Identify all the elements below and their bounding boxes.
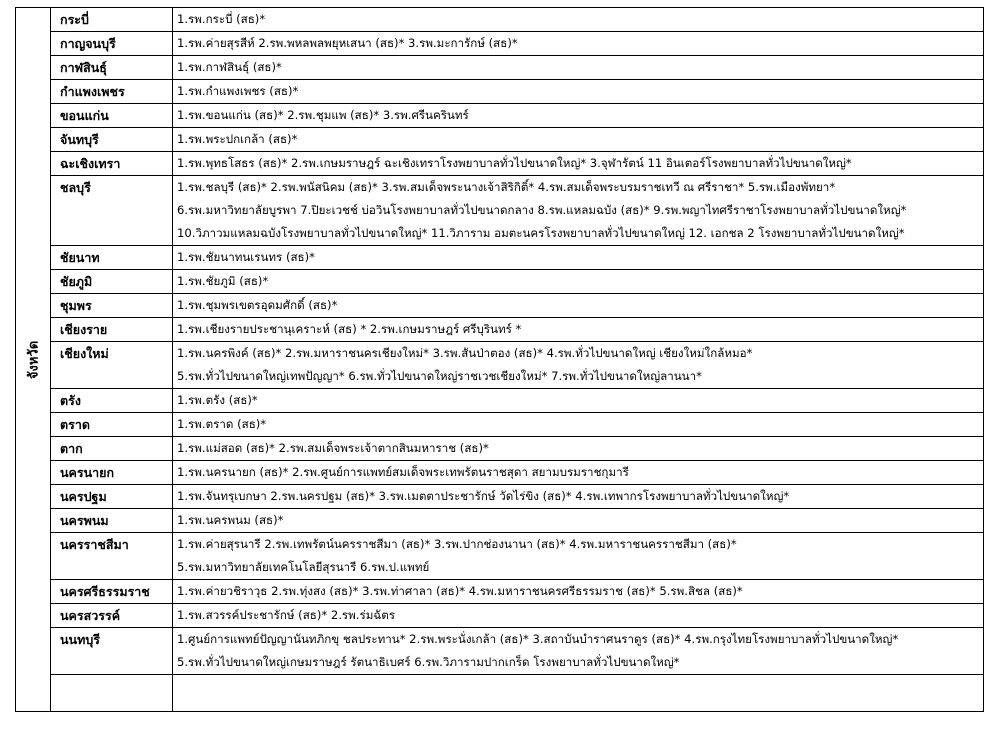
table-row (16, 8, 984, 32)
hospital-list-cell (173, 80, 984, 104)
province-cell (51, 8, 173, 32)
hospital-line: 1.รพ.กาฬสินธุ์ (สธ)* (177, 60, 282, 74)
province-cell (51, 176, 173, 246)
hospital-line: 1.รพ.ชัยภูมิ (สธ)* (177, 274, 269, 288)
hospital-line: 1.รพ.กำแพงเพชร (สธ)* (177, 84, 299, 98)
hospital-line: 5.รพ.ทั่วไปขนาดใหญ่เทพปัญญา* 6.รพ.ทั่วไปขนาดใหญ่ราชเวชเชียงใหม่* 7.รพ.ทั่วไปขนาดใหญ่ลานนา* (177, 369, 702, 383)
hospital-line: 1.รพ.ค่ายวชิราวุธ 2.รพ.ทุ่งสง (สธ)* 3.รพ.ท่าศาลา (สธ)* 4.รพ.มหาราชนครศรีธรรมราช (สธ)* 5.รพ.สิชล (สธ)* (177, 584, 743, 598)
table-body (16, 8, 984, 712)
province-cell (51, 389, 173, 413)
province-name: ชัยนาท (60, 250, 100, 265)
table-row (16, 485, 984, 509)
table-row (16, 80, 984, 104)
province-cell (51, 509, 173, 533)
hospital-list-cell (173, 533, 984, 580)
table-row (16, 342, 984, 389)
table-row (16, 152, 984, 176)
province-name: ตาก (60, 441, 83, 456)
hospital-list-cell (173, 152, 984, 176)
hospital-list-cell (173, 8, 984, 32)
table-row (16, 56, 984, 80)
province-name: นครศรีธรรมราช (60, 584, 150, 599)
hospital-line: 5.รพ.ทั่วไปขนาดใหญ่เกษมราษฎร์ รัตนาธิเบศร์ 6.รพ.วิภารามปากเกร็ด โรงพยาบาลทั่วไปขนาดใหญ่* (177, 655, 680, 669)
table-row (16, 128, 984, 152)
hospital-list-cell (173, 294, 984, 318)
province-name: ชลบุรี (60, 180, 91, 195)
province-name: ตราด (60, 417, 90, 432)
province-name: ชัยภูมิ (60, 274, 93, 289)
hospital-line: 1.รพ.เชียงรายประชานุเคราะห์ (สธ) * 2.รพ.เกษมราษฎร์ ศรีบุรินทร์ * (177, 322, 522, 336)
table-row (16, 580, 984, 604)
province-name: กาญจนบุรี (60, 36, 116, 51)
hospital-line: 6.รพ.มหาวิทยาลัยบูรพา 7.ปิยะเวชช์ บ่อวินโรงพยาบาลทั่วไปขนาดกลาง 8.รพ.แหลมฉบัง (สธ)* 9.รพ.พญาไทศรีราชาโรงพยาบาลทั่วไปขนาดใหญ่* (177, 203, 907, 217)
table-row (16, 104, 984, 128)
table-tail-row (16, 675, 984, 712)
province-cell (51, 246, 173, 270)
province-cell (51, 604, 173, 628)
hospital-list-cell (173, 604, 984, 628)
hospital-line: 1.รพ.จันทรุเบกษา 2.รพ.นครปฐม (สธ)* 3.รพ.เมตตาประชารักษ์ วัดไร่ขิง (สธ)* 4.รพ.เทพากรโรงพยาบาลทั่วไปขนาดใหญ่* (177, 489, 790, 503)
hospital-list-cell (173, 104, 984, 128)
province-cell (51, 461, 173, 485)
province-cell (51, 342, 173, 389)
table-row (16, 389, 984, 413)
province-name: เชียงราย (60, 322, 108, 337)
province-name: เชียงใหม่ (60, 346, 109, 361)
hospital-line: 1.รพ.ตรัง (สธ)* (177, 393, 258, 407)
province-cell (51, 128, 173, 152)
province-name: กำแพงเพชร (60, 84, 125, 99)
province-cell (51, 485, 173, 509)
province-name: กระบี่ (60, 12, 89, 27)
hospital-line: 1.รพ.ชลบุรี (สธ)* 2.รพ.พนัสนิคม (สธ)* 3.รพ.สมเด็จพระนางเจ้าสิริกิติ์* 4.รพ.สมเด็จพระบรมราชเทวี ณ ศรีราชา* 5.รพ.เมืองพัทยา* (177, 180, 836, 194)
province-cell (51, 533, 173, 580)
hospital-list-cell (173, 128, 984, 152)
hospital-list-cell (173, 246, 984, 270)
table-row (16, 294, 984, 318)
province-cell (51, 80, 173, 104)
table-row (16, 461, 984, 485)
province-name: ฉะเชิงเทรา (60, 156, 121, 171)
province-cell (51, 628, 173, 675)
hospital-line: 5.รพ.มหาวิทยาลัยเทคโนโลยีสุรนารี 6.รพ.ป.แพทย์ (177, 560, 430, 574)
hospital-list-cell (173, 270, 984, 294)
province-name: นครนายก (60, 465, 115, 480)
province-cell (51, 294, 173, 318)
hospital-list-cell (173, 32, 984, 56)
hospital-line: 1.รพ.ขอนแก่น (สธ)* 2.รพ.ชุมแพ (สธ)* 3.รพ.ศรีนครินทร์ (177, 108, 469, 122)
hospital-line: 1.ศูนย์การแพทย์ปัญญานันทภิกขุ ชลประทาน* 2.รพ.พระนั่งเกล้า (สธ)* 3.สถาบันบำราศนราดูร (สธ)* 4.รพ.กรุงไทยโรงพยาบาลทั่วไปขนาดใหญ่* (177, 632, 899, 646)
province-name: ตรัง (60, 393, 81, 408)
hospital-line: 1.รพ.ชัยนาทนเรนทร (สธ)* (177, 250, 315, 264)
hospital-list-cell (173, 56, 984, 80)
hospital-line: 1.รพ.สวรรค์ประชารักษ์ (สธ)* 2.รพ.ร่มฉัตร (177, 608, 395, 622)
hospital-line: 1.รพ.นครพิงค์ (สธ)* 2.รพ.มหาราชนครเชียงใหม่* 3.รพ.สันป่าตอง (สธ)* 4.รพ.ทั่วไปขนาดใหญ่ เชียงใหม่ใกล้หมอ* (177, 346, 753, 360)
province-cell (51, 413, 173, 437)
empty-province-cell (51, 675, 173, 712)
hospital-line: 1.รพ.ชุมพรเขตรอุดมศักดิ์ (สธ)* (177, 298, 338, 312)
hospital-list-cell (173, 413, 984, 437)
hospital-list-cell (173, 318, 984, 342)
table-row (16, 413, 984, 437)
hospital-line: 1.รพ.นครนายก (สธ)* 2.รพ.ศูนย์การแพทย์สมเด็จพระเทพรัตนราชสุดา สยามบรมราชกุมารี (177, 465, 629, 479)
province-cell (51, 270, 173, 294)
table-row (16, 509, 984, 533)
table-row (16, 270, 984, 294)
province-name: นครสวรรค์ (60, 608, 121, 623)
province-cell (51, 580, 173, 604)
empty-list-cell (173, 675, 984, 712)
province-cell (51, 32, 173, 56)
hospital-list-cell (173, 342, 984, 389)
hospital-line: 1.รพ.ตราด (สธ)* (177, 417, 267, 431)
table-row (16, 246, 984, 270)
province-cell (51, 104, 173, 128)
hospital-line: 1.รพ.พุทธโสธร (สธ)* 2.รพ.เกษมราษฎร์ ฉะเชิงเทราโรงพยาบาลทั่วไปขนาดใหญ่* 3.จุฬารัตน์ 11 อินเตอร์โรงพยาบาลทั่วไปขนาดใหญ่* (177, 156, 852, 170)
table-row (16, 318, 984, 342)
province-cell (51, 56, 173, 80)
province-hospital-table (15, 7, 984, 712)
province-cell (51, 318, 173, 342)
table-row (16, 176, 984, 246)
province-name: กาฬสินธุ์ (60, 60, 107, 75)
province-name: นครพนม (60, 513, 109, 528)
hospital-list-cell (173, 176, 984, 246)
category-cell (16, 8, 51, 712)
category-label: จังหวัด (26, 340, 42, 379)
hospital-line: 1.รพ.กระบี่ (สธ)* (177, 12, 266, 26)
hospital-list-cell (173, 461, 984, 485)
province-name: จันทบุรี (60, 132, 99, 147)
province-name: นครปฐม (60, 489, 107, 504)
hospital-list-cell (173, 389, 984, 413)
hospital-line: 1.รพ.นครพนม (สธ)* (177, 513, 284, 527)
table-row (16, 32, 984, 56)
table-row (16, 437, 984, 461)
hospital-list-cell (173, 628, 984, 675)
province-cell (51, 437, 173, 461)
hospital-list-cell (173, 509, 984, 533)
hospital-line: 10.วิภาวมแหลมฉบังโรงพยาบาลทั่วไปขนาดใหญ่* 11.วิภาราม อมตะนครโรงพยาบาลทั่วไปขนาดใหญ่ 12. เอกชล 2 โรงพยาบาลทั่วไปขนาดใหญ่* (177, 226, 905, 240)
province-name: นนทบุรี (60, 632, 100, 647)
hospital-list-cell (173, 485, 984, 509)
hospital-line: 1.รพ.ค่ายสุรนารี 2.รพ.เทพรัตน์นครราชสีมา (สธ)* 3.รพ.ปากช่องนานา (สธ)* 4.รพ.มหาราชนครราชสีมา (สธ)* (177, 537, 737, 551)
province-name: ขอนแก่น (60, 108, 109, 123)
province-name: ชุมพร (60, 298, 92, 313)
table-row (16, 533, 984, 580)
hospital-line: 1.รพ.ค่ายสุรสีห์ 2.รพ.พหลพลพยุหเสนา (สธ)* 3.รพ.มะการักษ์ (สธ)* (177, 36, 518, 50)
hospital-line: 1.รพ.พระปกเกล้า (สธ)* (177, 132, 298, 146)
province-name: นครราชสีมา (60, 537, 129, 552)
province-cell (51, 152, 173, 176)
table-row (16, 628, 984, 675)
hospital-list-cell (173, 580, 984, 604)
hospital-line: 1.รพ.แม่สอด (สธ)* 2.รพ.สมเด็จพระเจ้าตากสินมหาราช (สธ)* (177, 441, 489, 455)
table-row (16, 604, 984, 628)
hospital-list-cell (173, 437, 984, 461)
